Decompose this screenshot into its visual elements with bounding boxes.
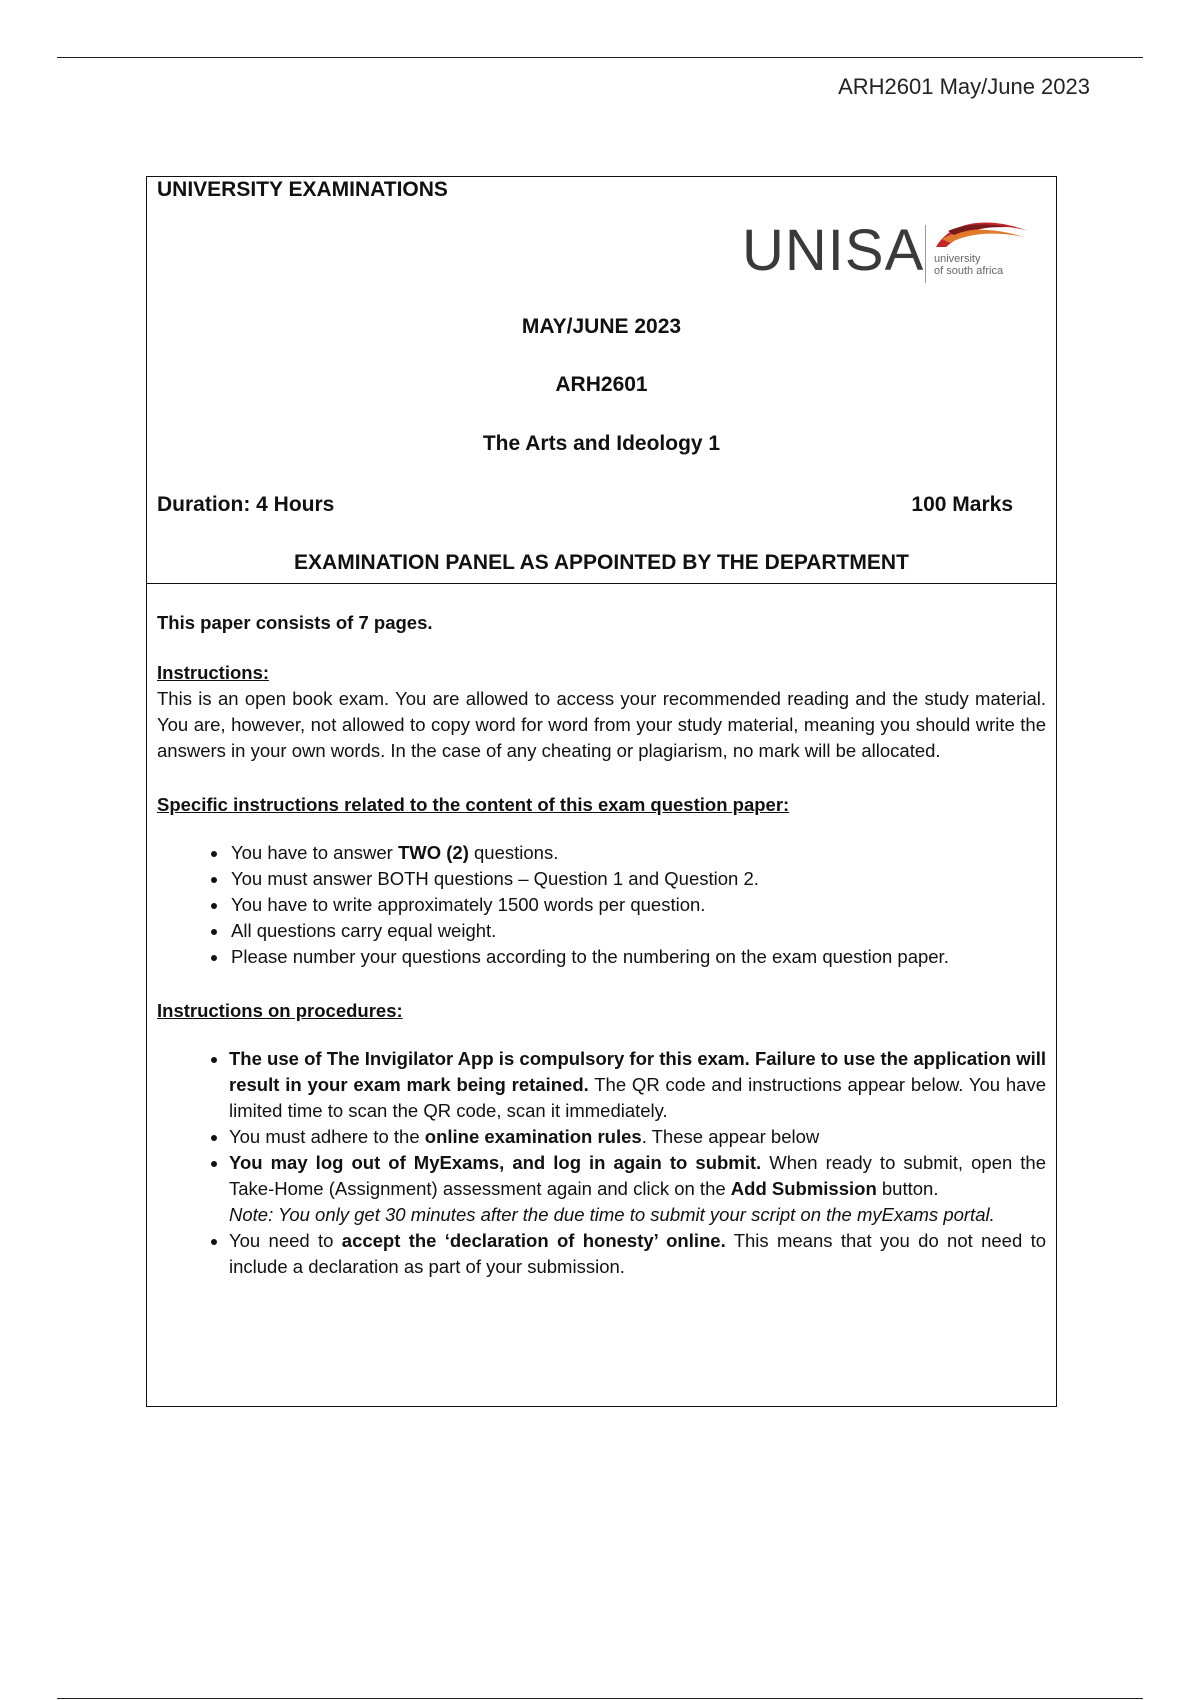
list-item-emphasis: Add Submission [730,1178,877,1199]
cover-top-section [147,177,1056,584]
submission-note: Note: You only get 30 minutes after the due time to submit your script on the myExams portal. [229,1204,995,1225]
list-item-emphasis: You may log out of MyExams, and log in again to submit. [229,1152,762,1173]
page-count-note: This paper consists of 7 pages. [157,612,433,633]
university-examinations-label: UNIVERSITY EXAMINATIONS [157,178,448,201]
list-item-text: questions. [468,842,559,863]
list-item-text: . These appear below [641,1126,820,1147]
unisa-logo [742,217,1042,287]
list-item: • Please number your questions according to the numbering on the exam question paper. [229,944,1046,970]
cover-instructions-section [147,584,1056,1280]
list-item-text: button. [876,1178,939,1199]
list-item [229,1046,1046,1124]
list-item-text: You need to [229,1230,342,1251]
exam-cover-box [146,176,1057,1407]
logo-tagline-line-2: of south africa [934,265,1004,277]
list-item: • All questions carry equal weight. [229,918,1046,944]
instructions-text: This is an open book exam. You are allowed to access your recommended reading and the study material. You are, however, not allowed to copy word for word from your study material, meaning you should write the answers in your own words. In the case of any cheating or plagiarism, no mark will be allocated. [157,688,1046,761]
logo-tagline-line-1: university [934,253,981,265]
top-rule [57,57,1143,58]
total-marks: 100 Marks [911,493,1013,516]
list-item-emphasis: accept the ‘declaration of honesty’ online. [341,1230,726,1251]
procedures-list [157,1046,1046,1280]
list-item [229,1228,1046,1280]
module-title: The Arts and Ideology 1 [482,432,721,455]
list-item-text: When ready to submit, open the Take-Home (Assignment) assessment again and click on the [229,1152,1046,1199]
list-item-emphasis: TWO (2) [397,842,469,863]
list-item-text: This means that you do not need to include a declaration as part of your submission. [229,1230,1046,1277]
list-item-text: You must adhere to the [229,1126,425,1147]
list-item [229,1150,1046,1228]
list-item: • You have to write approximately 1500 words per question. [229,892,1046,918]
bottom-rule [57,1698,1143,1699]
examination-panel: EXAMINATION PANEL AS APPOINTED BY THE DEPARTMENT [294,551,909,574]
running-header: ARH2601 May/June 2023 [838,74,1090,99]
logo-tagline [934,253,1003,277]
module-code: ARH2601 [555,373,648,396]
list-item: • You must answer BOTH questions – Question 1 and Question 2. [229,866,1046,892]
exam-duration: Duration: 4 Hours [157,493,335,516]
list-item-emphasis: online examination rules [424,1126,642,1147]
list-item-text: The QR code and instructions appear below. You have limited time to scan the QR code, scan it immediately. [229,1074,1046,1121]
list-item [229,1124,1046,1150]
instructions-heading: Instructions: [157,662,270,683]
logo-divider [925,225,926,283]
procedures-heading: Instructions on procedures: [157,1000,403,1021]
swoosh-icon [932,217,1032,251]
list-item-text: You have to answer [231,842,398,863]
specific-instructions-heading: Specific instructions related to the content of this exam question paper: [157,794,790,815]
list-item [229,840,1046,866]
list-item-emphasis: The use of The Invigilator App is compulsory for this exam. Failure to use the application will result in your exam mark being retained. [229,1048,1046,1095]
specific-instructions-list [157,840,1046,970]
exam-session: MAY/JUNE 2023 [521,315,682,338]
logo-wordmark: UNISA [742,218,925,283]
